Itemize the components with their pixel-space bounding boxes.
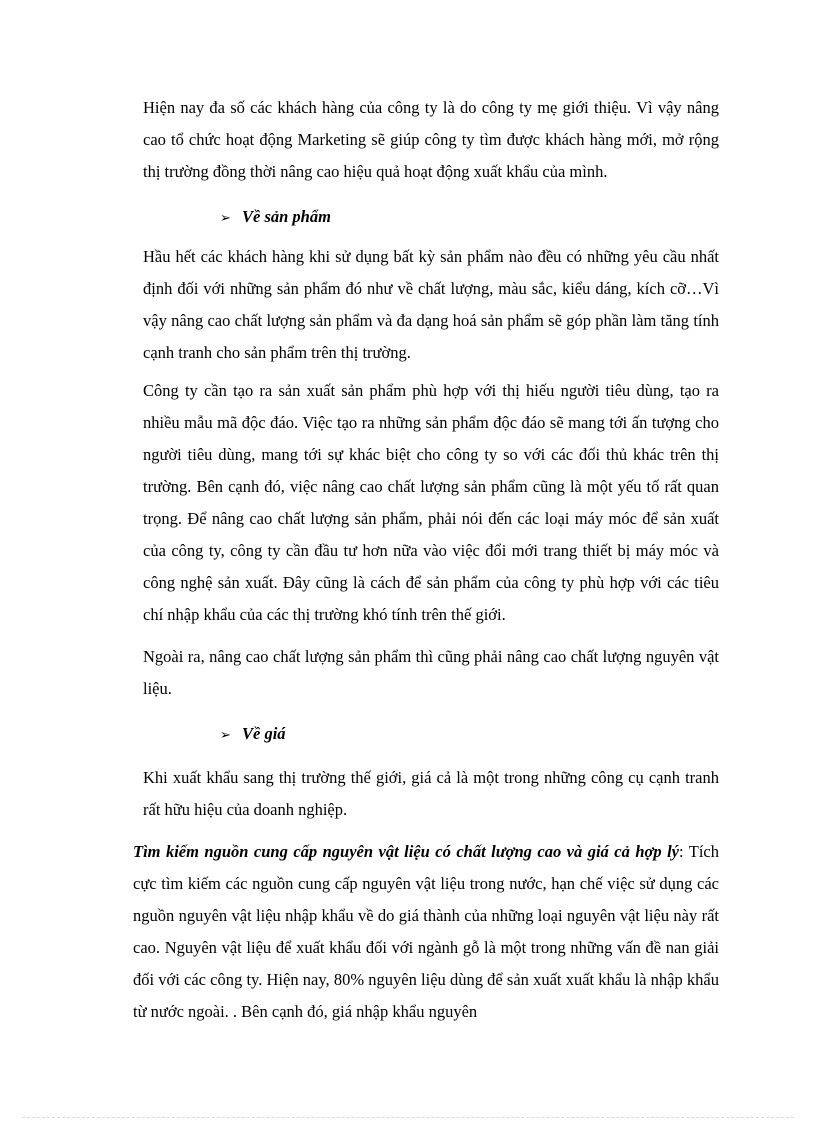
- paragraph-marketing: Hiện nay đa số các khách hàng của công ty là do công ty mẹ giới thiệu. Vì vậy nâng cao tổ chức hoạt động Marketing sẽ giúp công ty tìm được khách hàng mới, mở rộng thị trường đồng thời nâng cao hiệu quả hoạt động xuất khẩu của mình.: [143, 98, 719, 181]
- heading-product-label: Về sản phẩm: [242, 207, 331, 226]
- sourcing-body-text: : Tích cực tìm kiếm các nguồn cung cấp nguyên vật liệu trong nước, hạn chế việc sử dụng các nguồn nguyên vật liệu nhập khẩu về do giá thành của những loại nguyên vật liệu này rất cao. Nguyên vật liệu để xuất khẩu đối với ngành gỗ là một trong những vấn đề nan giải đối với các công ty. Hiện nay, 80% nguyên liệu dùng để sản xuất xuất khẩu là nhập khẩu từ nước ngoài. . Bên cạnh đó, giá nhập khẩu nguyên: [133, 842, 719, 1021]
- paragraph-product-requirements: Hầu hết các khách hàng khi sử dụng bất kỳ sản phẩm nào đều có những yêu cầu nhất định đối với những sản phẩm đó như về chất lượng, màu sắc, kiểu dáng, kích cỡ…Vì vậy nâng cao chất lượng sản phẩm và đa dạng hoá sản phẩm sẽ góp phần làm tăng tính cạnh tranh cho sản phẩm trên thị trường.: [143, 247, 719, 362]
- arrow-bullet-icon: ➢: [220, 727, 231, 742]
- paragraph-material-sourcing: [133, 836, 719, 1028]
- heading-product: [220, 205, 331, 230]
- paragraph-materials-quality: Ngoài ra, nâng cao chất lượng sản phẩm thì cũng phải nâng cao chất lượng nguyên vật liệu.: [143, 647, 719, 698]
- paragraph-product-design: Công ty cần tạo ra sản xuất sản phẩm phù hợp với thị hiếu người tiêu dùng, tạo ra nhiều mẫu mã độc đáo. Việc tạo ra những sản phẩm độc đáo sẽ mang tới ấn tượng cho người tiêu dùng, mang tới sự khác biệt cho công ty so với các đối thủ khác trên thị trường. Bên cạnh đó, việc nâng cao chất lượng sản phẩm cũng là một yếu tố rất quan trọng. Để nâng cao chất lượng sản phẩm, phải nói đến các loại máy móc để sản xuất của công ty, công ty cần đầu tư hơn nữa vào việc đổi mới trang thiết bị máy móc và công nghệ sản xuất. Đây cũng là cách để sản phẩm của công ty phù hợp với các tiêu chí nhập khẩu của các thị trường khó tính trên thế giới.: [143, 381, 719, 624]
- paragraph-price-competition: Khi xuất khẩu sang thị trường thế giới, giá cả là một trong những công cụ cạnh tranh rất hữu hiệu của doanh nghiệp.: [143, 768, 719, 819]
- heading-price: [220, 722, 286, 747]
- page-bottom-divider: [22, 1117, 794, 1118]
- arrow-bullet-icon: ➢: [220, 210, 231, 225]
- sourcing-lead-text: Tìm kiếm nguồn cung cấp nguyên vật liệu có chất lượng cao và giá cả hợp lý: [133, 842, 679, 861]
- heading-price-label: Về giá: [242, 724, 286, 743]
